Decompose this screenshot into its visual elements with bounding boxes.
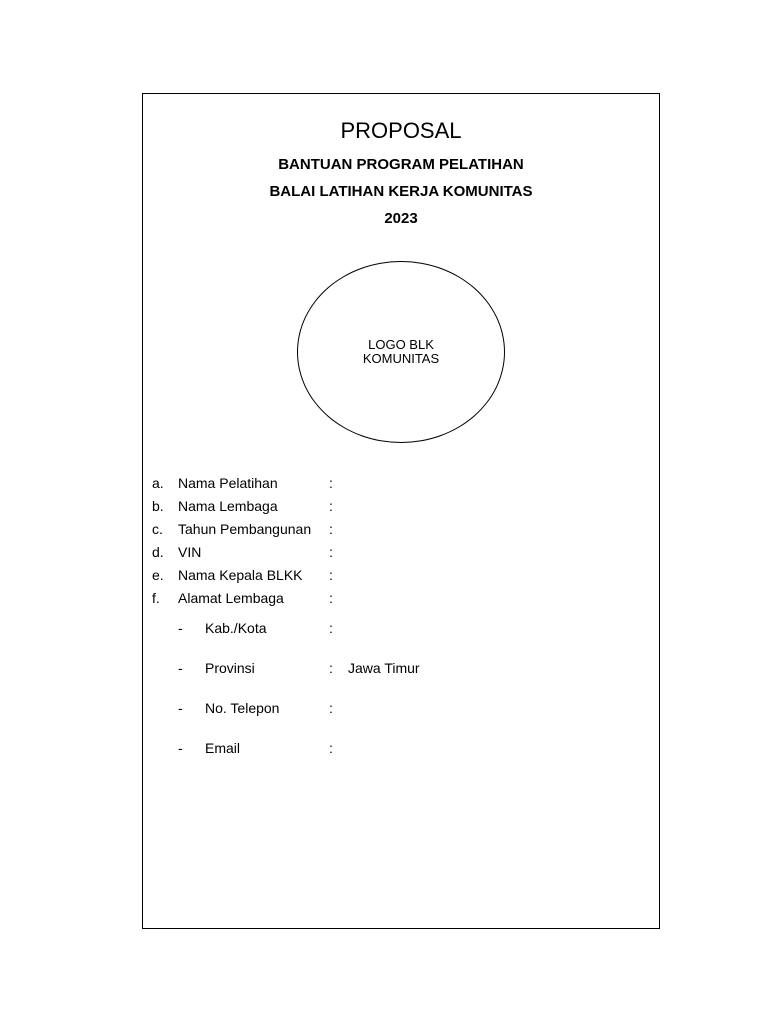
field-row-tahun-pembangunan	[0, 519, 768, 539]
address-colon: :	[329, 620, 333, 636]
address-label: Provinsi	[205, 660, 255, 676]
field-marker: e.	[152, 567, 164, 583]
field-label: VIN	[178, 544, 202, 560]
logo-text-line2: KOMUNITAS	[362, 351, 440, 366]
field-colon: :	[329, 521, 333, 537]
address-colon: :	[329, 660, 333, 676]
address-label: Email	[205, 740, 241, 756]
field-row-vin	[0, 542, 768, 562]
address-row-email	[0, 738, 768, 758]
field-label: Nama Pelatihan	[178, 475, 278, 491]
address-label: Kab./Kota	[205, 620, 267, 636]
field-colon: :	[329, 498, 333, 514]
logo-text-line1: LOGO BLK	[368, 337, 434, 352]
field-marker: b.	[152, 498, 164, 514]
field-colon: :	[329, 544, 333, 560]
field-marker: a.	[152, 475, 164, 491]
field-label: Nama Lembaga	[178, 498, 278, 514]
field-label: Alamat Lembaga	[178, 590, 284, 606]
address-row-kab-kota	[0, 618, 768, 638]
address-colon: :	[329, 740, 333, 756]
address-dash: -	[178, 620, 183, 636]
field-marker: c.	[152, 521, 163, 537]
field-marker: f.	[152, 590, 160, 606]
field-label: Nama Kepala BLKK	[178, 567, 303, 583]
logo-placeholder-text	[297, 338, 505, 366]
address-colon: :	[329, 700, 333, 716]
address-dash: -	[178, 660, 183, 676]
field-row-nama-pelatihan	[0, 473, 768, 493]
field-label: Tahun Pembangunan	[178, 521, 312, 537]
address-dash: -	[178, 700, 183, 716]
field-colon: :	[329, 475, 333, 491]
document-subtitle-line1: BANTUAN PROGRAM PELATIHAN	[278, 156, 524, 173]
address-row-no-telepon	[0, 698, 768, 718]
address-dash: -	[178, 740, 183, 756]
field-colon: :	[329, 590, 333, 606]
field-row-nama-kepala-blkk	[0, 565, 768, 585]
address-label: No. Telepon	[205, 700, 280, 716]
address-value: Jawa Timur	[348, 660, 420, 676]
field-row-alamat-lembaga	[0, 588, 768, 608]
document-year: 2023	[384, 210, 418, 227]
field-marker: d.	[152, 544, 164, 560]
document-subtitle-line2: BALAI LATIHAN KERJA KOMUNITAS	[269, 183, 533, 200]
address-row-provinsi	[0, 658, 768, 678]
field-colon: :	[329, 567, 333, 583]
field-row-nama-lembaga	[0, 496, 768, 516]
document-title: PROPOSAL	[340, 118, 462, 143]
